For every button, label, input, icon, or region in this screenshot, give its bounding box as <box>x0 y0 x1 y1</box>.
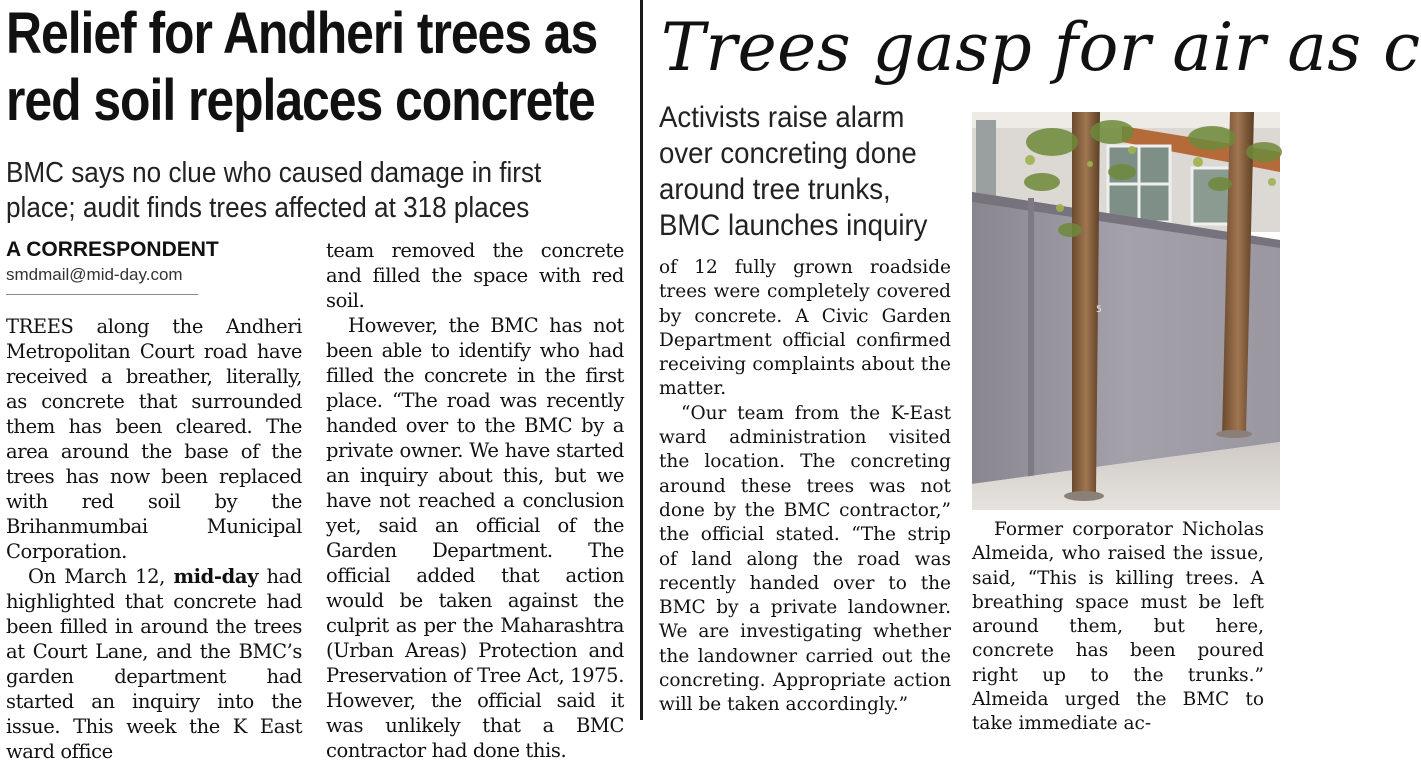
deck-line-4: BMC launches inquiry <box>659 209 928 242</box>
paragraph-text: had highlighted that concrete had been filled in around the trees at Court Lane, and the BMC’s garden department had started an inquiry into the issue. This week the K East ward office <box>6 565 302 763</box>
headline-line-2: red soil replaces concrete <box>6 68 595 133</box>
tree-number-tag: 5 <box>1096 305 1102 315</box>
byline: A CORRESPONDENT <box>6 238 219 261</box>
headline-line-1: Relief for Andheri trees as <box>6 1 598 66</box>
paragraph: team removed the concrete and filled the space with red soil. <box>326 239 624 312</box>
deck-line-3: around tree trunks, <box>659 173 891 206</box>
publication-name: mid-day <box>173 565 259 588</box>
article-column-1 <box>6 314 302 764</box>
deck-line-1: BMC says no clue who caused damage in first <box>6 157 542 189</box>
deck-line-2: over concreting done <box>659 137 917 170</box>
paragraph: Former corporator Nicholas Almeida, who raised the issue, said, “This is killing trees. A breathing space must be left around them, but here, concrete has been poured right up to the trunks.” Almeida urged the BMC to take immediate ac- <box>972 519 1264 735</box>
paragraph <box>6 564 302 764</box>
right-newspaper-clipping <box>643 0 1421 735</box>
article-deck <box>6 156 582 226</box>
paragraph-lead: On March 12, <box>28 565 174 588</box>
article-column-1 <box>659 256 951 718</box>
article-headline: Trees gasp for air as c <box>661 9 1421 86</box>
article-headline <box>6 0 638 134</box>
paragraph: However, the BMC has not been able to identify who had filled the concrete in the first place. “The road was recently handed over to the BMC by a private owner. We have started an inquiry about this, but we have not reached a conclusion yet, said an official of the Garden Department. The official added that action would be taken against the culprit as per the Maharashtra (Urban Areas) Protection and Preservation of Tree Act, 1975. However, the official said it was unlikely that a BMC contractor had done this. <box>326 314 624 762</box>
deck-line-2: place; audit finds trees affected at 318 places <box>6 192 530 224</box>
deck-line-1: Activists raise alarm <box>659 101 905 134</box>
left-newspaper-clipping <box>0 0 640 763</box>
article-column-2 <box>326 238 624 763</box>
byline-email: smdmail@mid-day.com <box>6 265 183 284</box>
article-deck <box>659 100 935 244</box>
tree-photo <box>972 112 1280 510</box>
paragraph: “Our team from the K-East ward administration visited the location. The concreting around these trees was not done by the BMC contractor,” the official stated. “The strip of land along the road was recently handed over to the BMC by a private landowner. We are investigating whether the landowner carried out the concreting. Appropriate action will be taken accordingly.” <box>659 402 951 716</box>
article-column-2 <box>972 518 1264 737</box>
tree-photo-illustration <box>972 112 1280 510</box>
paragraph: TREES along the Andheri Metropolitan Court road have received a breather, literally, as concrete that surrounded them has been cleared. The area around the base of the trees has now been replaced with red soil by the Brihanmumbai Municipal Corporation. <box>6 315 302 563</box>
byline-rule <box>6 294 198 295</box>
paragraph: of 12 fully grown roadside trees were completely covered by concrete. A Civic Garden Department official confirmed receiving complaints about the matter. <box>659 257 951 400</box>
